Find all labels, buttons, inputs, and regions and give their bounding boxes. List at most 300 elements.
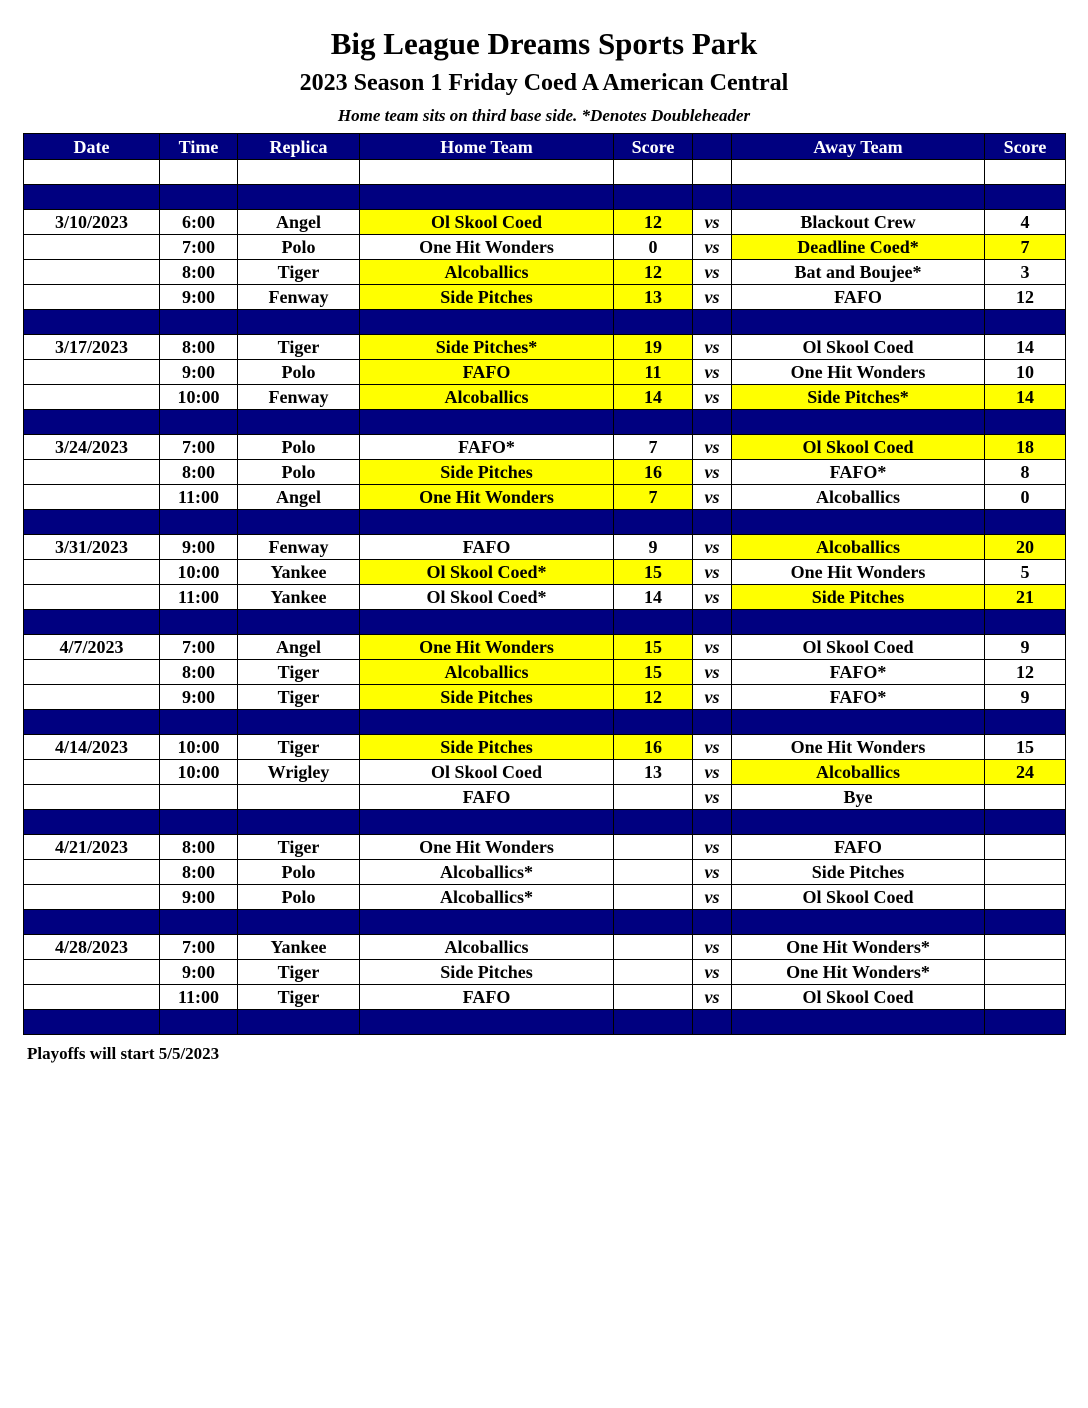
date-cell xyxy=(24,660,160,685)
vs-cell: vs xyxy=(693,385,732,410)
home-team-cell: FAFO xyxy=(360,360,614,385)
vs-cell xyxy=(693,610,732,635)
home-team-cell: One Hit Wonders xyxy=(360,235,614,260)
date-cell xyxy=(24,160,160,185)
away-team-cell: Alcoballics xyxy=(732,535,985,560)
time-cell: 8:00 xyxy=(160,660,238,685)
replica-cell xyxy=(238,710,360,735)
vs-cell xyxy=(693,1010,732,1035)
away-team-cell: Side Pitches xyxy=(732,585,985,610)
date-cell: 4/21/2023 xyxy=(24,835,160,860)
away-score-cell: 8 xyxy=(985,460,1066,485)
table-header-row xyxy=(24,134,1066,160)
home-score-cell: 15 xyxy=(614,660,693,685)
table-row xyxy=(24,685,1066,710)
away-score-cell: 18 xyxy=(985,435,1066,460)
home-team-cell xyxy=(360,160,614,185)
home-score-cell xyxy=(614,610,693,635)
replica-cell: Angel xyxy=(238,635,360,660)
date-cell xyxy=(24,760,160,785)
home-score-cell: 7 xyxy=(614,485,693,510)
home-score-cell xyxy=(614,960,693,985)
date-cell xyxy=(24,960,160,985)
vs-cell: vs xyxy=(693,935,732,960)
away-score-cell: 0 xyxy=(985,485,1066,510)
replica-cell xyxy=(238,1010,360,1035)
away-team-cell: FAFO xyxy=(732,835,985,860)
away-team-cell xyxy=(732,410,985,435)
home-score-cell xyxy=(614,935,693,960)
away-team-cell: FAFO xyxy=(732,285,985,310)
home-team-cell: Ol Skool Coed xyxy=(360,760,614,785)
date-cell xyxy=(24,560,160,585)
time-cell: 11:00 xyxy=(160,585,238,610)
home-team-cell xyxy=(360,710,614,735)
home-score-cell: 11 xyxy=(614,360,693,385)
replica-cell xyxy=(238,510,360,535)
away-team-cell: FAFO* xyxy=(732,460,985,485)
time-cell: 9:00 xyxy=(160,885,238,910)
date-cell: 4/7/2023 xyxy=(24,635,160,660)
away-score-cell: 3 xyxy=(985,260,1066,285)
replica-cell: Tiger xyxy=(238,960,360,985)
time-cell: 8:00 xyxy=(160,260,238,285)
time-cell: 8:00 xyxy=(160,860,238,885)
home-team-cell: One Hit Wonders xyxy=(360,835,614,860)
home-score-cell: 12 xyxy=(614,685,693,710)
home-team-cell xyxy=(360,510,614,535)
away-team-cell: Ol Skool Coed xyxy=(732,635,985,660)
time-cell: 9:00 xyxy=(160,285,238,310)
replica-cell: Fenway xyxy=(238,285,360,310)
vs-cell: vs xyxy=(693,785,732,810)
replica-cell: Tiger xyxy=(238,660,360,685)
table-row xyxy=(24,735,1066,760)
away-team-cell xyxy=(732,1010,985,1035)
replica-cell: Tiger xyxy=(238,335,360,360)
home-team-cell xyxy=(360,410,614,435)
vs-cell: vs xyxy=(693,435,732,460)
away-team-cell: One Hit Wonders xyxy=(732,360,985,385)
home-team-cell: Ol Skool Coed* xyxy=(360,560,614,585)
table-row xyxy=(24,585,1066,610)
date-cell: 4/14/2023 xyxy=(24,735,160,760)
time-cell: 11:00 xyxy=(160,485,238,510)
away-score-cell: 12 xyxy=(985,285,1066,310)
time-cell xyxy=(160,710,238,735)
away-score-cell: 24 xyxy=(985,760,1066,785)
date-cell xyxy=(24,310,160,335)
time-cell xyxy=(160,310,238,335)
replica-cell xyxy=(238,310,360,335)
time-cell xyxy=(160,185,238,210)
vs-cell: vs xyxy=(693,360,732,385)
home-score-cell: 16 xyxy=(614,460,693,485)
date-cell: 4/28/2023 xyxy=(24,935,160,960)
away-team-cell: Side Pitches* xyxy=(732,385,985,410)
away-score-cell: 4 xyxy=(985,210,1066,235)
page-subtitle: 2023 Season 1 Friday Coed A American Central xyxy=(299,70,789,96)
week-separator-row xyxy=(24,610,1066,635)
home-team-cell xyxy=(360,910,614,935)
away-score-cell xyxy=(985,860,1066,885)
vs-cell xyxy=(693,710,732,735)
away-score-cell: 9 xyxy=(985,635,1066,660)
home-score-cell: 15 xyxy=(614,560,693,585)
table-row xyxy=(24,485,1066,510)
schedule-table xyxy=(23,133,1066,1035)
away-score-cell xyxy=(985,510,1066,535)
time-cell: 10:00 xyxy=(160,735,238,760)
date-cell xyxy=(24,235,160,260)
week-separator-row xyxy=(24,410,1066,435)
home-score-cell: 0 xyxy=(614,235,693,260)
time-cell: 7:00 xyxy=(160,635,238,660)
table-row xyxy=(24,285,1066,310)
home-score-cell: 16 xyxy=(614,735,693,760)
replica-cell: Polo xyxy=(238,885,360,910)
date-cell xyxy=(24,785,160,810)
replica-cell: Tiger xyxy=(238,685,360,710)
home-score-cell: 19 xyxy=(614,335,693,360)
replica-cell xyxy=(238,810,360,835)
away-team-cell: Deadline Coed* xyxy=(732,235,985,260)
home-team-cell: Side Pitches xyxy=(360,685,614,710)
vs-cell: vs xyxy=(693,485,732,510)
table-row xyxy=(24,210,1066,235)
away-team-cell xyxy=(732,185,985,210)
replica-cell: Polo xyxy=(238,860,360,885)
time-cell: 7:00 xyxy=(160,235,238,260)
home-score-cell: 14 xyxy=(614,385,693,410)
date-cell xyxy=(24,585,160,610)
home-score-cell xyxy=(614,810,693,835)
table-row xyxy=(24,360,1066,385)
home-team-cell: Side Pitches xyxy=(360,285,614,310)
table-row xyxy=(24,335,1066,360)
replica-cell: Polo xyxy=(238,235,360,260)
time-cell: 7:00 xyxy=(160,935,238,960)
home-score-cell xyxy=(614,910,693,935)
away-team-cell: Blackout Crew xyxy=(732,210,985,235)
home-score-cell: 15 xyxy=(614,635,693,660)
vs-cell xyxy=(693,510,732,535)
time-cell: 10:00 xyxy=(160,385,238,410)
header-time: Time xyxy=(160,134,238,160)
date-cell xyxy=(24,610,160,635)
table-row xyxy=(24,460,1066,485)
table-row xyxy=(24,935,1066,960)
vs-cell: vs xyxy=(693,285,732,310)
away-score-cell: 7 xyxy=(985,235,1066,260)
replica-cell: Fenway xyxy=(238,385,360,410)
table-row xyxy=(24,435,1066,460)
home-team-cell: Alcoballics xyxy=(360,385,614,410)
table-row xyxy=(24,535,1066,560)
home-score-cell: 7 xyxy=(614,435,693,460)
home-score-cell: 9 xyxy=(614,535,693,560)
vs-cell: vs xyxy=(693,885,732,910)
table-row xyxy=(24,860,1066,885)
home-team-cell: FAFO xyxy=(360,985,614,1010)
playoffs-note: Playoffs will start 5/5/2023 xyxy=(27,1044,220,1063)
home-team-cell: Alcoballics xyxy=(360,260,614,285)
vs-cell: vs xyxy=(693,585,732,610)
home-score-cell xyxy=(614,860,693,885)
week-separator-row xyxy=(24,310,1066,335)
time-cell: 8:00 xyxy=(160,335,238,360)
week-separator-row xyxy=(24,810,1066,835)
date-cell: 3/24/2023 xyxy=(24,435,160,460)
header-away-score: Score xyxy=(985,134,1066,160)
away-score-cell xyxy=(985,985,1066,1010)
header-replica: Replica xyxy=(238,134,360,160)
replica-cell: Angel xyxy=(238,210,360,235)
home-score-cell xyxy=(614,310,693,335)
replica-cell: Angel xyxy=(238,485,360,510)
time-cell: 10:00 xyxy=(160,560,238,585)
away-team-cell: Side Pitches xyxy=(732,860,985,885)
home-score-cell xyxy=(614,160,693,185)
home-score-cell: 12 xyxy=(614,210,693,235)
date-cell xyxy=(24,985,160,1010)
date-cell xyxy=(24,185,160,210)
time-cell: 9:00 xyxy=(160,685,238,710)
vs-cell xyxy=(693,160,732,185)
replica-cell: Polo xyxy=(238,360,360,385)
home-score-cell xyxy=(614,985,693,1010)
date-cell: 3/10/2023 xyxy=(24,210,160,235)
date-cell: 3/17/2023 xyxy=(24,335,160,360)
away-score-cell xyxy=(985,310,1066,335)
vs-cell: vs xyxy=(693,985,732,1010)
away-team-cell xyxy=(732,710,985,735)
home-score-cell: 14 xyxy=(614,585,693,610)
away-team-cell: Ol Skool Coed xyxy=(732,435,985,460)
vs-cell: vs xyxy=(693,460,732,485)
date-cell xyxy=(24,460,160,485)
time-cell xyxy=(160,160,238,185)
away-score-cell: 12 xyxy=(985,660,1066,685)
home-score-cell xyxy=(614,510,693,535)
away-score-cell: 10 xyxy=(985,360,1066,385)
week-separator-row xyxy=(24,910,1066,935)
replica-cell: Tiger xyxy=(238,985,360,1010)
replica-cell: Fenway xyxy=(238,535,360,560)
date-cell xyxy=(24,410,160,435)
time-cell xyxy=(160,910,238,935)
away-score-cell xyxy=(985,835,1066,860)
table-row xyxy=(24,985,1066,1010)
home-score-cell xyxy=(614,785,693,810)
away-team-cell xyxy=(732,160,985,185)
away-score-cell: 20 xyxy=(985,535,1066,560)
away-score-cell xyxy=(985,885,1066,910)
date-cell xyxy=(24,810,160,835)
away-team-cell: One Hit Wonders xyxy=(732,735,985,760)
home-team-cell: One Hit Wonders xyxy=(360,635,614,660)
vs-cell: vs xyxy=(693,235,732,260)
vs-cell xyxy=(693,310,732,335)
home-team-cell xyxy=(360,610,614,635)
away-team-cell: One Hit Wonders xyxy=(732,560,985,585)
away-team-cell: Ol Skool Coed xyxy=(732,885,985,910)
table-row xyxy=(24,960,1066,985)
home-team-cell: FAFO xyxy=(360,785,614,810)
home-score-cell xyxy=(614,185,693,210)
away-team-cell xyxy=(732,610,985,635)
home-team-cell xyxy=(360,185,614,210)
away-team-cell: Bye xyxy=(732,785,985,810)
week-separator-row xyxy=(24,710,1066,735)
home-team-cell: Alcoballics xyxy=(360,935,614,960)
date-cell xyxy=(24,385,160,410)
vs-cell: vs xyxy=(693,860,732,885)
away-team-cell: FAFO* xyxy=(732,660,985,685)
date-cell xyxy=(24,860,160,885)
away-score-cell xyxy=(985,185,1066,210)
time-cell xyxy=(160,410,238,435)
home-team-cell: Alcoballics xyxy=(360,660,614,685)
vs-cell: vs xyxy=(693,660,732,685)
table-row xyxy=(24,235,1066,260)
time-cell: 11:00 xyxy=(160,985,238,1010)
table-row xyxy=(24,660,1066,685)
date-cell xyxy=(24,285,160,310)
home-score-cell: 13 xyxy=(614,760,693,785)
home-team-cell: Ol Skool Coed xyxy=(360,210,614,235)
home-team-cell: Ol Skool Coed* xyxy=(360,585,614,610)
replica-cell xyxy=(238,610,360,635)
home-team-cell xyxy=(360,1010,614,1035)
home-team-cell: Side Pitches xyxy=(360,460,614,485)
home-score-cell: 13 xyxy=(614,285,693,310)
away-score-cell xyxy=(985,810,1066,835)
home-team-cell: Side Pitches* xyxy=(360,335,614,360)
home-team-cell xyxy=(360,310,614,335)
replica-cell: Tiger xyxy=(238,735,360,760)
away-score-cell xyxy=(985,160,1066,185)
header-away-team: Away Team xyxy=(732,134,985,160)
table-row xyxy=(24,260,1066,285)
away-score-cell xyxy=(985,935,1066,960)
time-cell: 7:00 xyxy=(160,435,238,460)
vs-cell: vs xyxy=(693,210,732,235)
replica-cell: Tiger xyxy=(238,260,360,285)
vs-cell: vs xyxy=(693,535,732,560)
time-cell: 9:00 xyxy=(160,535,238,560)
away-score-cell xyxy=(985,710,1066,735)
away-score-cell xyxy=(985,610,1066,635)
time-cell: 10:00 xyxy=(160,760,238,785)
schedule-note: Home team sits on third base side. *Denotes Doubleheader xyxy=(337,106,751,125)
vs-cell: vs xyxy=(693,760,732,785)
replica-cell xyxy=(238,185,360,210)
week-separator-row xyxy=(24,510,1066,535)
vs-cell: vs xyxy=(693,960,732,985)
vs-cell xyxy=(693,910,732,935)
table-row xyxy=(24,635,1066,660)
vs-cell: vs xyxy=(693,635,732,660)
header-home-team: Home Team xyxy=(360,134,614,160)
week-separator-row xyxy=(24,185,1066,210)
time-cell: 8:00 xyxy=(160,835,238,860)
replica-cell: Polo xyxy=(238,435,360,460)
table-row xyxy=(24,760,1066,785)
date-cell xyxy=(24,510,160,535)
home-team-cell: Alcoballics* xyxy=(360,885,614,910)
replica-cell: Wrigley xyxy=(238,760,360,785)
table-row xyxy=(24,560,1066,585)
time-cell xyxy=(160,810,238,835)
away-team-cell: FAFO* xyxy=(732,685,985,710)
date-cell xyxy=(24,910,160,935)
date-cell: 3/31/2023 xyxy=(24,535,160,560)
vs-cell: vs xyxy=(693,835,732,860)
time-cell xyxy=(160,610,238,635)
away-score-cell xyxy=(985,785,1066,810)
time-cell xyxy=(160,510,238,535)
replica-cell xyxy=(238,910,360,935)
week-separator-row xyxy=(24,1010,1066,1035)
time-cell: 9:00 xyxy=(160,360,238,385)
schedule-body xyxy=(24,160,1066,1035)
away-team-cell xyxy=(732,310,985,335)
away-team-cell xyxy=(732,810,985,835)
away-score-cell: 9 xyxy=(985,685,1066,710)
header-home-score: Score xyxy=(614,134,693,160)
replica-cell: Yankee xyxy=(238,585,360,610)
away-team-cell: Ol Skool Coed xyxy=(732,985,985,1010)
replica-cell xyxy=(238,160,360,185)
away-score-cell: 14 xyxy=(985,385,1066,410)
page-title: Big League Dreams Sports Park xyxy=(330,26,758,61)
replica-cell: Polo xyxy=(238,460,360,485)
date-cell xyxy=(24,1010,160,1035)
time-cell xyxy=(160,1010,238,1035)
time-cell xyxy=(160,785,238,810)
home-team-cell: Side Pitches xyxy=(360,960,614,985)
replica-cell xyxy=(238,410,360,435)
date-cell xyxy=(24,260,160,285)
time-cell: 9:00 xyxy=(160,960,238,985)
away-team-cell: Ol Skool Coed xyxy=(732,335,985,360)
vs-cell: vs xyxy=(693,560,732,585)
date-cell xyxy=(24,685,160,710)
away-score-cell: 15 xyxy=(985,735,1066,760)
header-vs xyxy=(693,134,732,160)
home-team-cell: One Hit Wonders xyxy=(360,485,614,510)
vs-cell xyxy=(693,185,732,210)
time-cell: 6:00 xyxy=(160,210,238,235)
away-score-cell xyxy=(985,960,1066,985)
vs-cell xyxy=(693,410,732,435)
home-team-cell: Alcoballics* xyxy=(360,860,614,885)
date-cell xyxy=(24,360,160,385)
home-score-cell xyxy=(614,835,693,860)
away-team-cell xyxy=(732,910,985,935)
table-row xyxy=(24,885,1066,910)
time-cell: 8:00 xyxy=(160,460,238,485)
blank-row xyxy=(24,160,1066,185)
away-team-cell: One Hit Wonders* xyxy=(732,960,985,985)
home-score-cell xyxy=(614,410,693,435)
home-team-cell: FAFO xyxy=(360,535,614,560)
date-cell xyxy=(24,885,160,910)
home-team-cell xyxy=(360,810,614,835)
replica-cell xyxy=(238,785,360,810)
away-team-cell: One Hit Wonders* xyxy=(732,935,985,960)
